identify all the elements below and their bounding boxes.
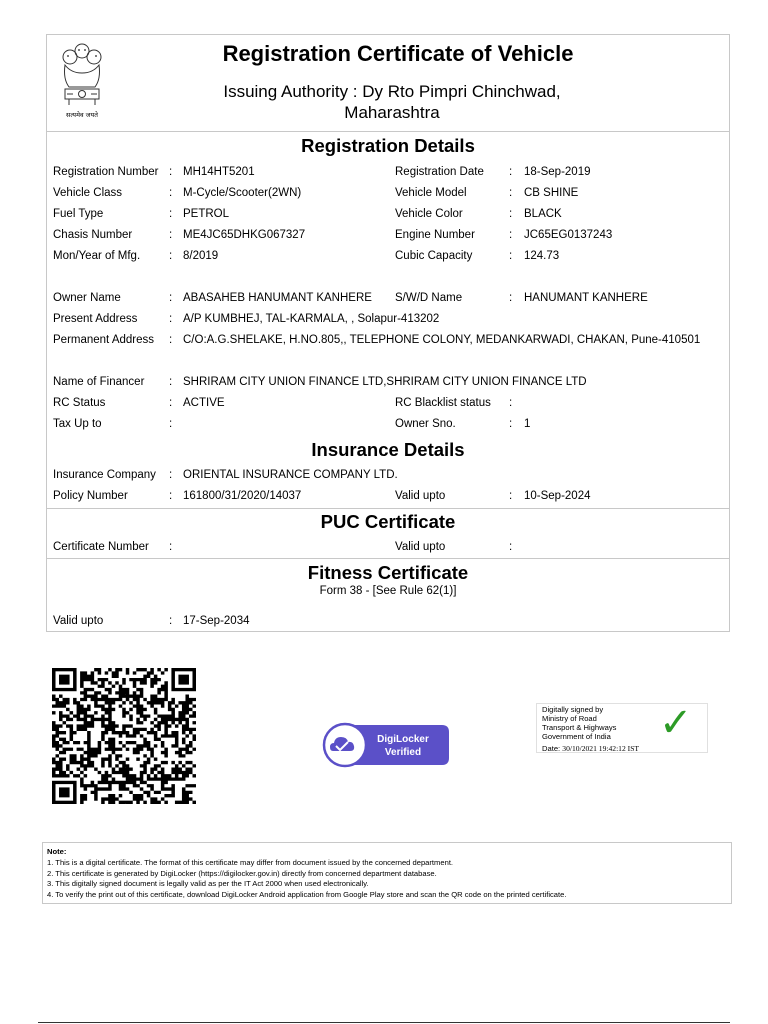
row-label: Registration Date xyxy=(395,166,484,178)
cubic-capacity: 124.73 xyxy=(524,250,560,262)
fitness-subtitle: Form 38 - [See Rule 62(1)] xyxy=(319,585,457,597)
registration-row xyxy=(47,226,729,244)
row-label: Vehicle Class xyxy=(53,187,123,199)
colon: : xyxy=(169,615,173,627)
row-label: Valid upto xyxy=(53,615,104,627)
issuing-authority xyxy=(157,81,627,123)
colon: : xyxy=(169,541,173,553)
row-label: RC Blacklist status xyxy=(395,397,491,409)
vehicle-class: M-Cycle/Scooter(2WN) xyxy=(183,187,302,199)
present-address-row xyxy=(47,310,729,328)
qr-finder xyxy=(52,668,77,691)
qr-code-icon xyxy=(52,668,196,804)
signature-date-label: Date: xyxy=(542,744,561,753)
signature-date-value: 30/10/2021 19:42:12 IST xyxy=(562,744,640,753)
note-item: 4. To verify the print out of this certificate, download DigiLocker Android application from Google Play store and scan the QR code on the printed certificate. xyxy=(47,890,567,900)
registration-number: MH14HT5201 xyxy=(183,166,255,178)
permanent-address: C/O:A.G.SHELAKE, H.NO.805,, TELEPHONE COLONY, MEDANKARWADI, CHAKAN, Pune-410501 xyxy=(183,334,701,346)
row-label: RC Status xyxy=(53,397,106,409)
row-label: Valid upto xyxy=(395,490,446,502)
colon: : xyxy=(169,334,173,346)
tax-row xyxy=(47,415,729,433)
colon: : xyxy=(169,229,173,241)
row-label: Engine Number xyxy=(395,229,475,241)
financer-name: SHRIRAM CITY UNION FINANCE LTD,SHRIRAM CITY UNION FINANCE LTD xyxy=(183,376,587,388)
note-box xyxy=(42,842,732,904)
colon: : xyxy=(169,490,173,502)
page-title: Registration Certificate of Vehicle xyxy=(222,41,574,66)
colon: : xyxy=(169,208,173,220)
signature-date xyxy=(542,744,639,753)
divider xyxy=(47,508,729,509)
colon: : xyxy=(169,418,173,430)
row-label: Cubic Capacity xyxy=(395,250,473,262)
row-label: Valid upto xyxy=(395,541,446,553)
row-label: Policy Number xyxy=(53,490,128,502)
row-label: Owner Name xyxy=(53,292,121,304)
registration-row xyxy=(47,247,729,265)
footer-rule xyxy=(38,1022,730,1023)
row-label: S/W/D Name xyxy=(395,292,463,304)
certificate-header xyxy=(47,35,729,132)
signature-line: Government of India xyxy=(542,732,611,741)
registration-section-title: Registration Details xyxy=(301,135,475,156)
colon: : xyxy=(509,541,513,553)
insurance-company: ORIENTAL INSURANCE COMPANY LTD. xyxy=(183,469,398,481)
signature-line: Transport & Highways xyxy=(542,723,617,732)
note-item: 3. This digitally signed document is legally valid as per the IT Act 2000 when used electronically. xyxy=(47,879,369,889)
fitness-row xyxy=(47,612,729,630)
qr-finder xyxy=(171,668,196,691)
rc-status: ACTIVE xyxy=(183,397,225,409)
row-label: Owner Sno. xyxy=(395,418,456,430)
note-heading: Note: xyxy=(47,847,67,856)
digital-signature xyxy=(536,700,708,753)
owner-row xyxy=(47,289,729,307)
insurance-section-title: Insurance Details xyxy=(311,439,465,460)
vehicle-color: BLACK xyxy=(524,208,562,220)
present-address: A/P KUMBHEJ, TAL-KARMALA, , Solapur-413202 xyxy=(183,313,440,325)
row-label: Vehicle Color xyxy=(395,208,463,220)
row-label: Certificate Number xyxy=(53,541,149,553)
signature-line: Ministry of Road xyxy=(542,714,597,723)
row-label: Chasis Number xyxy=(53,229,133,241)
colon: : xyxy=(509,208,513,220)
checkmark-icon: ✓ xyxy=(659,700,693,746)
colon: : xyxy=(509,418,513,430)
colon: : xyxy=(169,187,173,199)
registration-date: 18-Sep-2019 xyxy=(524,166,591,178)
emblem-caption: सत्यमेव जयते xyxy=(66,111,98,119)
row-label: Present Address xyxy=(53,313,138,325)
policy-number: 161800/31/2020/14037 xyxy=(183,490,302,502)
colon: : xyxy=(509,187,513,199)
row-label: Mon/Year of Mfg. xyxy=(53,250,141,262)
insurance-company-row xyxy=(47,466,729,484)
issuing-authority-line1: Issuing Authority : Dy Rto Pimpri Chinchwad, xyxy=(223,82,561,101)
row-label: Registration Number xyxy=(53,166,159,178)
chasis-number: ME4JC65DHKG067327 xyxy=(183,229,306,241)
registration-row xyxy=(47,184,729,202)
colon: : xyxy=(169,397,173,409)
colon: : xyxy=(509,229,513,241)
insurance-valid-upto: 10-Sep-2024 xyxy=(524,490,591,502)
note-item: 2. This certificate is generated by DigiLocker (https://digilocker.gov.in) directly from concerned department database. xyxy=(47,868,437,878)
vehicle-model: CB SHINE xyxy=(524,187,579,199)
puc-row xyxy=(47,538,729,556)
colon: : xyxy=(169,250,173,262)
colon: : xyxy=(169,469,173,481)
colon: : xyxy=(509,397,513,409)
row-label: Insurance Company xyxy=(53,469,156,481)
engine-number: JC65EG0137243 xyxy=(524,229,613,241)
fuel-type: PETROL xyxy=(183,208,230,220)
colon: : xyxy=(169,376,173,388)
badge-line1: DigiLocker xyxy=(377,734,429,745)
policy-row xyxy=(47,487,729,505)
rc-status-row xyxy=(47,394,729,412)
qr-finder xyxy=(52,781,77,804)
certificate-frame xyxy=(46,34,730,632)
row-label: Name of Financer xyxy=(53,376,145,388)
row-label: Tax Up to xyxy=(53,418,102,430)
swd-name: HANUMANT KANHERE xyxy=(524,292,648,304)
row-label: Vehicle Model xyxy=(395,187,467,199)
colon: : xyxy=(169,313,173,325)
colon: : xyxy=(509,490,513,502)
fitness-valid-upto: 17-Sep-2034 xyxy=(183,615,250,627)
colon: : xyxy=(509,250,513,262)
registration-row xyxy=(47,163,729,181)
puc-section-title: PUC Certificate xyxy=(320,511,456,532)
digilocker-verified-badge xyxy=(322,722,450,768)
issuing-authority-line2: Maharashtra xyxy=(344,103,440,122)
mfg-date: 8/2019 xyxy=(183,250,219,262)
fitness-section-title: Fitness Certificate xyxy=(307,562,469,583)
badge-line2: Verified xyxy=(384,747,422,758)
row-label: Permanent Address xyxy=(53,334,155,346)
colon: : xyxy=(509,292,513,304)
owner-sno: 1 xyxy=(524,418,531,430)
registration-row xyxy=(47,205,729,223)
colon: : xyxy=(169,292,173,304)
owner-name: ABASAHEB HANUMANT KANHERE xyxy=(183,292,372,304)
permanent-address-row xyxy=(47,331,729,349)
colon: : xyxy=(509,166,513,178)
note-item: 1. This is a digital certificate. The format of this certificate may differ from document issued by the concerned department. xyxy=(47,857,454,867)
signature-line: Digitally signed by xyxy=(542,705,604,714)
financer-row xyxy=(47,373,729,391)
row-label: Fuel Type xyxy=(53,208,104,220)
colon: : xyxy=(169,166,173,178)
divider xyxy=(47,558,729,559)
